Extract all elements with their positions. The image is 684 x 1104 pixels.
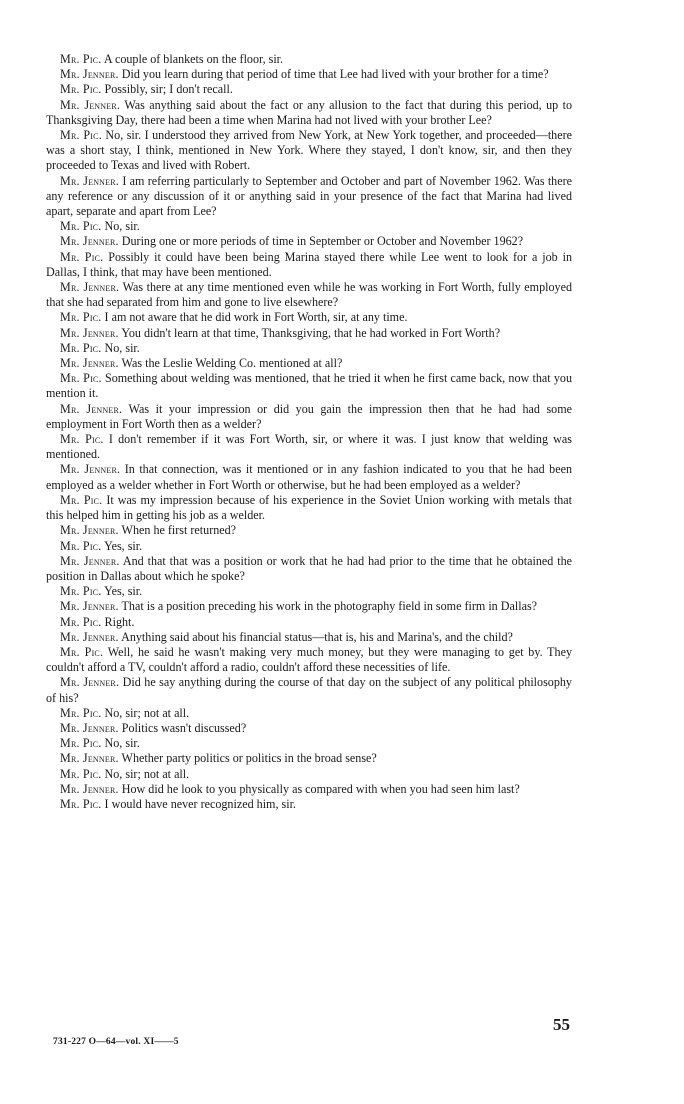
speech-text: Possibly, sir; I don't recall. <box>104 82 233 97</box>
speech-text: I don't remember if it was Fort Worth, sir, or where it was. I just know that welding was mentioned. <box>46 432 572 462</box>
speech-text: Whether party politics or politics in the broad sense? <box>121 751 377 766</box>
testimony-paragraph <box>46 326 572 341</box>
speech-text: During one or more periods of time in September or October and November 1962? <box>121 234 524 249</box>
testimony-paragraph <box>46 599 572 614</box>
speech-text: Was anything said about the fact or any allusion to the fact that during this period, up to Thanksgiving Day, there had been a time when Marina had not lived with your brother Lee? <box>46 97 572 127</box>
speech-text: You didn't learn at that time, Thanksgiving, that he had worked in Fort Worth? <box>121 325 501 340</box>
speaker-name: Mr. Pic. <box>60 310 102 325</box>
speech-text: Yes, sir. <box>104 538 143 553</box>
testimony-paragraph <box>46 462 572 492</box>
speech-text: And that that was a position or work that he had had prior to the time that he obtained the position in Dallas about which he spoke? <box>46 553 572 583</box>
speaker-name: Mr. Jenner. <box>60 675 120 690</box>
speaker-name: Mr. Jenner. <box>60 553 120 568</box>
speaker-name: Mr. Pic. <box>60 128 102 143</box>
speech-text: Politics wasn't discussed? <box>121 720 247 735</box>
speech-text: When he first returned? <box>121 523 237 538</box>
testimony-paragraph <box>46 736 572 751</box>
speaker-name: Mr. Pic. <box>60 766 102 781</box>
testimony-paragraph <box>46 645 572 675</box>
speech-text: Did he say anything during the course of that day on the subject of any political philosophy of his? <box>46 675 572 705</box>
testimony-paragraph <box>46 280 572 310</box>
speaker-name: Mr. Pic. <box>60 796 102 811</box>
testimony-paragraph <box>46 371 572 401</box>
testimony-paragraph <box>46 219 572 234</box>
speech-text: Possibly it could have been being Marina stayed there while Lee went to look for a job in Dallas, I think, that may have been mentioned. <box>46 249 572 279</box>
testimony-paragraph <box>46 432 572 462</box>
speaker-name: Mr. Pic. <box>60 340 102 355</box>
testimony-paragraph <box>46 706 572 721</box>
testimony-paragraph <box>46 67 572 82</box>
speech-text: Anything said about his financial status—that is, his and Marina's, and the child? <box>121 629 513 644</box>
speaker-name: Mr. Jenner. <box>60 325 119 340</box>
speech-text: A couple of blankets on the floor, sir. <box>103 52 284 66</box>
testimony-body <box>46 52 572 812</box>
speech-text: No, sir. I understood they arrived from New York, at New York together, and proceeded—there was a short stay, I think, mentioned in New York. Where they stayed, I don't know, sir, and then they proceeded to Texas and lived with Robert. <box>46 128 572 173</box>
speech-text: Did you learn during that period of time that Lee had lived with your brother for a time? <box>121 67 549 82</box>
speaker-name: Mr. Jenner. <box>60 523 119 538</box>
speaker-name: Mr. Jenner. <box>60 599 119 614</box>
testimony-paragraph <box>46 356 572 371</box>
speaker-name: Mr. Pic. <box>60 644 104 659</box>
testimony-paragraph <box>46 751 572 766</box>
speaker-name: Mr. Jenner. <box>60 67 119 82</box>
testimony-paragraph <box>46 523 572 538</box>
testimony-paragraph <box>46 767 572 782</box>
testimony-paragraph <box>46 782 572 797</box>
speaker-name: Mr. Jenner. <box>60 401 123 416</box>
testimony-paragraph <box>46 98 572 128</box>
testimony-paragraph <box>46 539 572 554</box>
speaker-name: Mr. Pic. <box>60 219 102 234</box>
testimony-paragraph <box>46 402 572 432</box>
testimony-paragraph <box>46 675 572 705</box>
speaker-name: Mr. Jenner. <box>60 356 119 371</box>
speech-text: No, sir. <box>104 219 140 234</box>
testimony-paragraph <box>46 52 572 67</box>
speech-text: How did he look to you physically as compared with when you had seen him last? <box>121 781 520 796</box>
testimony-paragraph <box>46 128 572 174</box>
speaker-name: Mr. Pic. <box>60 584 102 599</box>
speaker-name: Mr. Jenner. <box>60 97 121 112</box>
speaker-name: Mr. Pic. <box>60 538 102 553</box>
speaker-name: Mr. Pic. <box>60 371 102 386</box>
testimony-paragraph <box>46 493 572 523</box>
speaker-name: Mr. Jenner. <box>60 629 119 644</box>
speaker-name: Mr. Jenner. <box>60 173 120 188</box>
speech-text: I am not aware that he did work in Fort Worth, sir, at any time. <box>104 310 408 325</box>
speaker-name: Mr. Jenner. <box>60 751 119 766</box>
speech-text: That is a position preceding his work in the photography field in some firm in Dallas? <box>121 599 538 614</box>
speech-text: No, sir; not at all. <box>104 705 190 720</box>
speech-text: Was there at any time mentioned even while he was working in Fort Worth, fully employed that she had separated from him and gone to live elsewhere? <box>46 280 572 310</box>
speaker-name: Mr. Pic. <box>60 52 102 66</box>
speaker-name: Mr. Pic. <box>60 432 104 447</box>
testimony-paragraph <box>46 341 572 356</box>
speech-text: It was my impression because of his experience in the Soviet Union working with metals that this helped him in getting his job as a welder. <box>46 492 572 523</box>
speaker-name: Mr. Jenner. <box>60 462 121 477</box>
speaker-name: Mr. Pic. <box>60 705 102 720</box>
speech-text: Something about welding was mentioned, that he tried it when he first came back, now that you mention it. <box>46 371 572 401</box>
testimony-paragraph <box>46 630 572 645</box>
speech-text: Yes, sir. <box>104 584 143 599</box>
speaker-name: Mr. Jenner. <box>60 781 119 796</box>
page-number: 55 <box>553 1015 570 1034</box>
testimony-paragraph <box>46 174 572 220</box>
speech-text: No, sir; not at all. <box>104 766 190 781</box>
testimony-paragraph <box>46 250 572 280</box>
speaker-name: Mr. Pic. <box>60 492 103 507</box>
speaker-name: Mr. Pic. <box>60 736 102 751</box>
speaker-name: Mr. Jenner. <box>60 234 119 249</box>
testimony-paragraph <box>46 615 572 630</box>
speech-text: I would have never recognized him, sir. <box>104 796 296 811</box>
testimony-paragraph <box>46 584 572 599</box>
testimony-paragraph <box>46 310 572 325</box>
testimony-paragraph <box>46 721 572 736</box>
speech-text: No, sir. <box>104 736 140 751</box>
speaker-name: Mr. Jenner. <box>60 720 119 735</box>
speaker-name: Mr. Jenner. <box>60 280 120 295</box>
print-code: 731-227 O—64—vol. XI——5 <box>53 1037 179 1047</box>
speech-text: Was it your impression or did you gain the impression then that he had had some employment in Fort Worth then as a welder? <box>46 401 573 431</box>
speech-text: Well, he said he wasn't making very much money, but they were managing to get by. They couldn't afford a TV, couldn't afford a radio, couldn't afford these necessities of life. <box>46 644 572 675</box>
speech-text: In that connection, was it mentioned or in any fashion indicated to you that he had been employed as a welder whether in Fort Worth or otherwise, but he had been employed as a welder? <box>46 462 572 492</box>
testimony-paragraph <box>46 234 572 249</box>
testimony-paragraph <box>46 797 572 812</box>
testimony-paragraph <box>46 554 572 584</box>
testimony-paragraph <box>46 82 572 97</box>
speaker-name: Mr. Pic. <box>60 82 102 97</box>
speech-text: Was the Leslie Welding Co. mentioned at all? <box>121 356 343 371</box>
speech-text: I am referring particularly to September and October and part of November 1962. Was there any reference or any discussion of it or anything said in your presence of the fact that Marina had lived apart, separate and apart from Lee? <box>46 173 572 219</box>
speech-text: No, sir. <box>104 340 140 355</box>
speech-text: Right. <box>104 614 135 629</box>
speaker-name: Mr. Pic. <box>60 249 104 264</box>
speaker-name: Mr. Pic. <box>60 614 102 629</box>
